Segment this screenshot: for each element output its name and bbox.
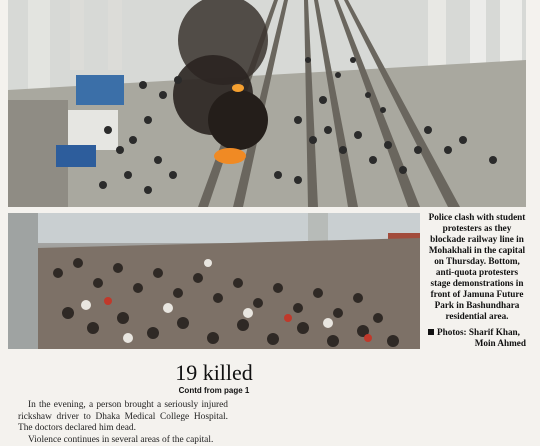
article-paragraph-1: In the evening, a person brought a seriously injured rickshaw driver to Dhaka Medical College Hospital. The doctors declared him dead.	[18, 400, 228, 435]
article-headline: 19 killed	[8, 360, 420, 386]
photo-credit	[428, 327, 526, 349]
photo-crowd-demonstration	[8, 213, 420, 349]
photo-caption	[428, 212, 526, 322]
crowd-demonstration-image	[8, 213, 420, 349]
caption-text: Police clash with student protesters as they blockade railway line in Mohakhali in the capital on Thursday. Bottom, anti-quota protesters stage demonstrations in front of Jamuna Future Park in Bashundhara residential area.	[428, 212, 526, 322]
continued-from-note: Contd from page 1	[8, 386, 420, 395]
photo-railway-clash	[8, 0, 526, 207]
square-bullet-icon	[428, 329, 434, 335]
article-body	[18, 400, 228, 446]
railway-clash-image	[8, 0, 526, 207]
article-paragraph-2: Violence continues in several areas of the capital.	[18, 435, 228, 446]
credit-line-1: Photos: Sharif Khan,	[437, 327, 520, 337]
credit-line-2: Moin Ahmed	[428, 338, 526, 349]
